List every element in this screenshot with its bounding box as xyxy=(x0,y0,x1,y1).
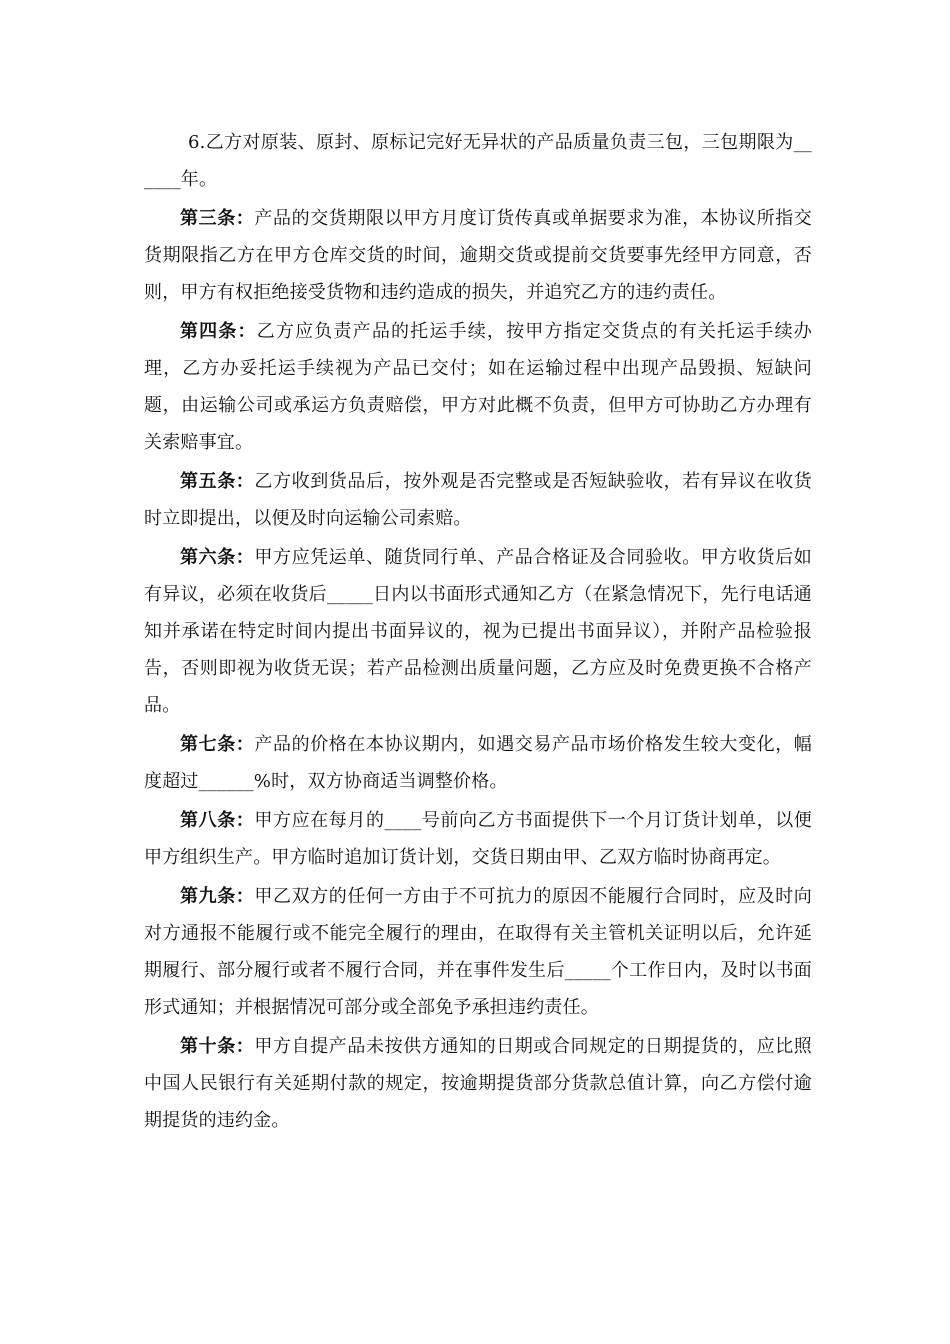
document-page xyxy=(144,124,812,1141)
clause-text: 甲乙双方的任何一方由于不可抗力的原因不能履行合同时，应及时向对方通报不能履行或不能完全履行的理由，在取得有关主管机关证明以后，允许延期履行、部分履行或者不履行合同，并在事件发生后_____个工作日内，及时以书面形式通知；并根据情况可部分或全部免予承担违约责任。 xyxy=(144,886,812,1018)
clause-text: 产品的价格在本协议期内，如遇交易产品市场价格发生较大变化，幅度超过______%时，双方协商适当调整价格。 xyxy=(144,734,812,792)
clause-6 xyxy=(144,539,812,724)
clause-8 xyxy=(144,802,812,876)
clause-text: 甲方应凭运单、随货同行单、产品合格证及合同验收。甲方收货后如有异议，必须在收货后_____日内以书面形式通知乙方（在紧急情况下，先行电话通知并承诺在特定时间内提出书面异议的，视为已提出书面异议），并附产品检验报告，否则即视为收货无误；若产品检测出质量问题，乙方应及时免费更换不合格产品。 xyxy=(144,547,812,716)
clause-7 xyxy=(144,726,812,800)
clause-heading: 第八条： xyxy=(180,810,255,831)
clause-heading: 第三条： xyxy=(180,208,255,229)
clause-text: 甲方应在每月的____号前向乙方书面提供下一个月订货计划单，以便甲方组织生产。甲方临时追加订货计划，交货日期由甲、乙双方临时协商再定。 xyxy=(144,810,812,868)
clause-text: 产品的交货期限以甲方月度订货传真或单据要求为准，本协议所指交货期限指乙方在甲方仓库交货的时间，逾期交货或提前交货要事先经甲方同意，否则，甲方有权拒绝接受货物和违约造成的损失，并追究乙方的违约责任。 xyxy=(144,208,812,303)
clause-text: 甲方自提产品未按供方通知的日期或合同规定的日期提货的，应比照中国人民银行有关延期付款的规定，按逾期提货部分货款总值计算，向乙方偿付逾期提货的违约金。 xyxy=(144,1036,812,1131)
clause-heading: 第四条： xyxy=(180,321,257,342)
clause-heading: 第六条： xyxy=(180,547,255,568)
paragraph-text: 6.乙方对原装、原封、原标记完好无异状的产品质量负责三包，三包期限为______年。 xyxy=(144,132,812,190)
clause-heading: 第五条： xyxy=(180,471,255,492)
clause-3 xyxy=(144,200,812,311)
paragraph-warranty-item-6 xyxy=(144,124,812,198)
clause-text: 乙方收到货品后，按外观是否完整或是否短缺验收，若有异议在收货时立即提出，以便及时向运输公司索赔。 xyxy=(144,471,812,529)
clause-10 xyxy=(144,1028,812,1139)
clause-5 xyxy=(144,463,812,537)
clause-heading: 第九条： xyxy=(180,886,255,907)
clause-heading: 第七条： xyxy=(180,734,255,755)
clause-heading: 第十条： xyxy=(180,1036,255,1057)
clause-text: 乙方应负责产品的托运手续，按甲方指定交货点的有关托运手续办理，乙方办妥托运手续视为产品已交付；如在运输过程中出现产品毁损、短缺问题，由运输公司或承运方负责赔偿，甲方对此概不负责，但甲方可协助乙方办理有关索赔事宜。 xyxy=(144,321,812,453)
clause-9 xyxy=(144,878,812,1026)
clause-4 xyxy=(144,313,812,461)
